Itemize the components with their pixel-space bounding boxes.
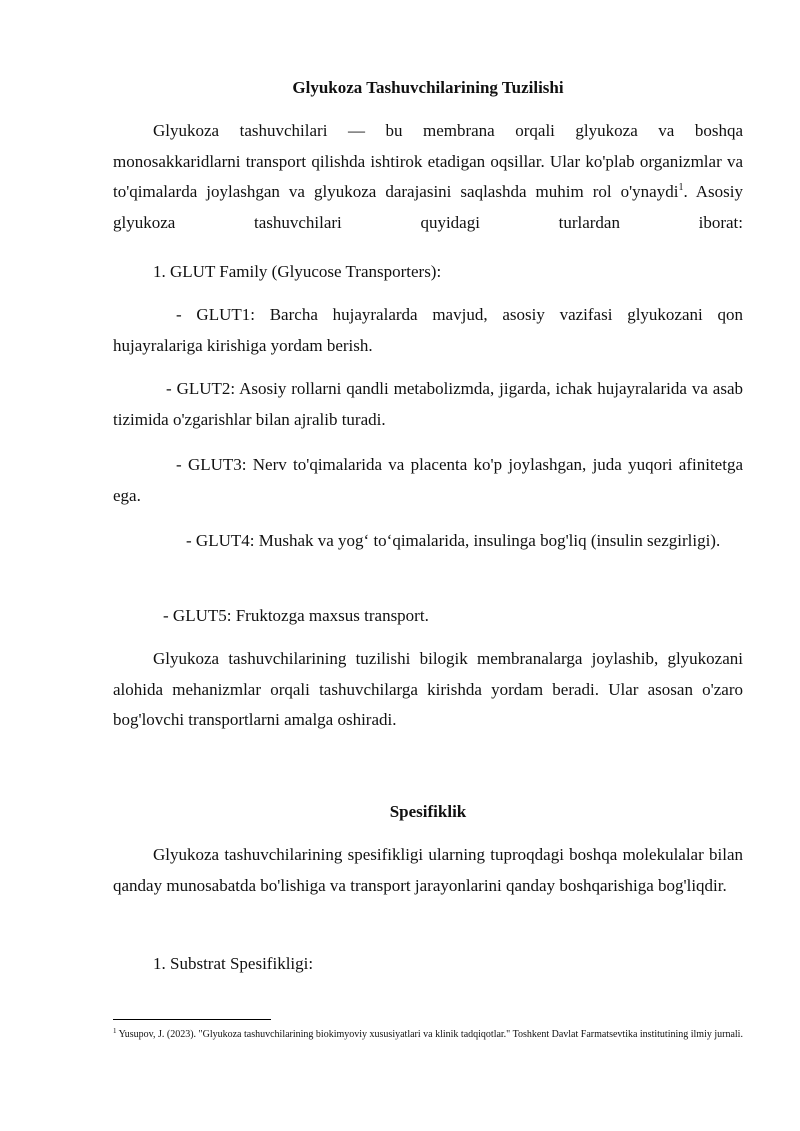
footnote-mark: 1 [113,1027,117,1035]
footnote-separator [113,1019,271,1020]
intro-text: Glyukoza tashuvchilari — bu membrana orqali glyukoza va boshqa monosakkaridlarni transport qilishda ishtirok etadigan oqsillar. Ular ko'plab organizmlar va to'qimalarda joylashgan va glyukoza darajasini saqlashda muhim rol o'ynaydi [113,121,743,201]
footnote-text: Yusupov, J. (2023). "Glyukoza tashuvchilarining biokimyoviy xususiyatlari va klinik tadqiqotlar." Toshkent Davlat Farmatsevtika institutining ilmiy jurnali. [116,1029,743,1040]
glut2-item: - GLUT2: Asosiy rollarni qandli metabolizmda, jigarda, ichak hujayralarida va asab tizimida o'zgarishlar bilan ajralib turadi. [113,379,743,429]
glut5-item: - GLUT5: Fruktozga maxsus transport. [163,606,429,625]
document-title: Glyukoza Tashuvchilarining Tuzilishi [292,78,564,97]
section-title-spesifiklik: Spesifiklik [389,802,467,821]
substrate-heading: 1. Substrat Spesifikligi: [153,954,314,973]
intro-paragraph [113,116,743,238]
specificity-paragraph: Glyukoza tashuvchilarining spesifikligi ularning tuproqdagi boshqa molekulalar bilan qanday munosabatda bo'lishiga va transport jarayonlarini qanday boshqarishiga bog'liqdir. [113,845,743,895]
intro-text-continued: . Asosiy glyukoza tashuvchilari quyidagi turlardan iborat: [113,182,743,232]
glut3-item: - GLUT3: Nerv to'qimalarida va placenta ko'p joylashgan, juda yuqori afinitetga ega. [113,455,743,505]
glut4-item: - GLUT4: Mushak va yog‘ to‘qimalarida, insulinga bog'liq (insulin sezgirligi). [186,531,721,550]
glut1-item: - GLUT1: Barcha hujayralarda mavjud, asosiy vazifasi glyukozani qon hujayralariga kirishiga yordam berish. [113,305,743,355]
structure-paragraph: Glyukoza tashuvchilarining tuzilishi bilogik membranalarga joylashib, glyukozani alohida mehanizmlar orqali tashuvchilarga kirishda yordam beradi. Ular asosan o'zaro bog'lovchi transportlarni amalga oshiradi. [113,649,743,729]
glut-family-heading: 1. GLUT Family (Glyucose Transporters): [153,262,442,281]
footnote-reference[interactable]: 1 [678,182,684,193]
footnote [113,1027,743,1043]
